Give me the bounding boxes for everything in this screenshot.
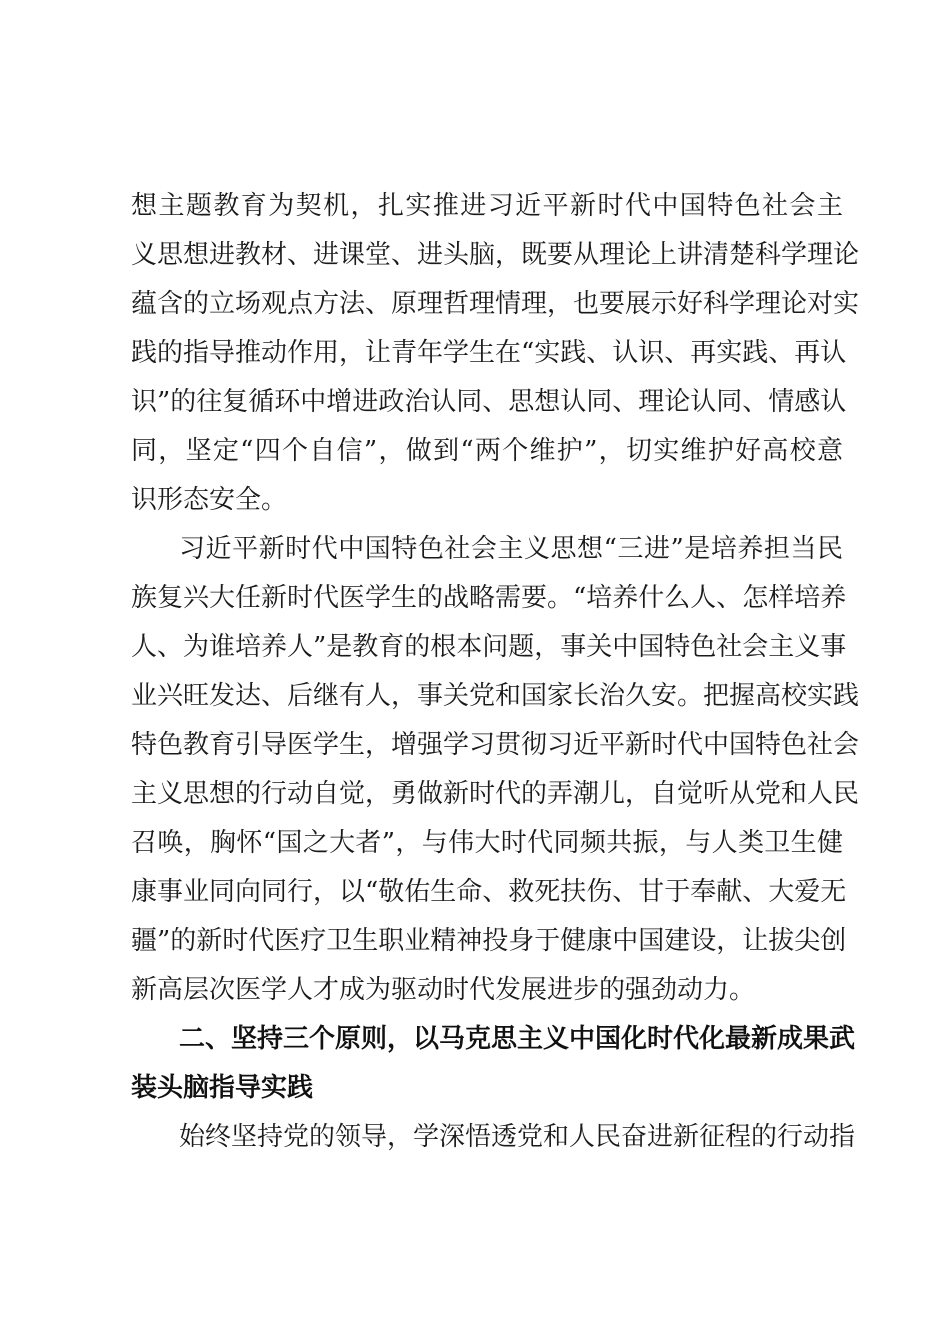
text-line: 特色教育引导医学生，增强学习贯彻习近平新时代中国特色社会 xyxy=(131,730,860,760)
text-line: 新高层次医学人才成为驱动时代发展进步的强劲动力。 xyxy=(131,975,756,1005)
document-body xyxy=(131,182,860,1162)
text-line: 识形态安全。 xyxy=(131,485,288,515)
text-line: 主义思想的行动自觉，勇做新时代的弄潮儿，自觉听从党和人民 xyxy=(131,779,860,809)
text-line: 康事业同向同行，以“敬佑生命、救死扶伤、甘于奉献、大爱无 xyxy=(131,877,847,907)
text-line: 业兴旺发达、后继有人，事关党和国家长治久安。把握高校实践 xyxy=(131,681,860,711)
text-line: 同，坚定“四个自信”，做到“两个维护”，切实维护好高校意 xyxy=(131,436,843,466)
heading-line: 二、坚持三个原则，以马克思主义中国化时代化最新成果武 xyxy=(179,1024,856,1054)
section-heading xyxy=(131,1015,856,1113)
heading-line: 装头脑指导实践 xyxy=(131,1073,314,1103)
text-line: 疆”的新时代医疗卫生职业精神投身于健康中国建设，让拔尖创 xyxy=(131,926,847,956)
paragraph-continued xyxy=(131,182,860,525)
paragraph xyxy=(131,525,860,1015)
text-line: 义思想进教材、进课堂、进头脑，既要从理论上讲清楚科学理论 xyxy=(131,240,860,270)
text-line: 践的指导推动作用，让青年学生在“实践、认识、再实践、再认 xyxy=(131,338,847,368)
text-line: 习近平新时代中国特色社会主义思想“三进”是培养担当民 xyxy=(179,534,843,564)
text-line: 族复兴大任新时代医学生的战略需要。“培养什么人、怎样培养 xyxy=(131,583,847,613)
text-line: 想主题教育为契机，扎实推进习近平新时代中国特色社会主 xyxy=(131,191,843,221)
paragraph xyxy=(131,1113,856,1162)
text-line: 人、为谁培养人”是教育的根本问题，事关中国特色社会主义事 xyxy=(131,632,847,662)
text-line: 始终坚持党的领导，学深悟透党和人民奋进新征程的行动指 xyxy=(179,1122,856,1152)
text-line: 召唤，胸怀“国之大者”，与伟大时代同频共振，与人类卫生健 xyxy=(131,828,843,858)
text-line: 蕴含的立场观点方法、原理哲理情理，也要展示好科学理论对实 xyxy=(131,289,860,319)
text-line: 识”的往复循环中增进政治认同、思想认同、理论认同、情感认 xyxy=(131,387,847,417)
